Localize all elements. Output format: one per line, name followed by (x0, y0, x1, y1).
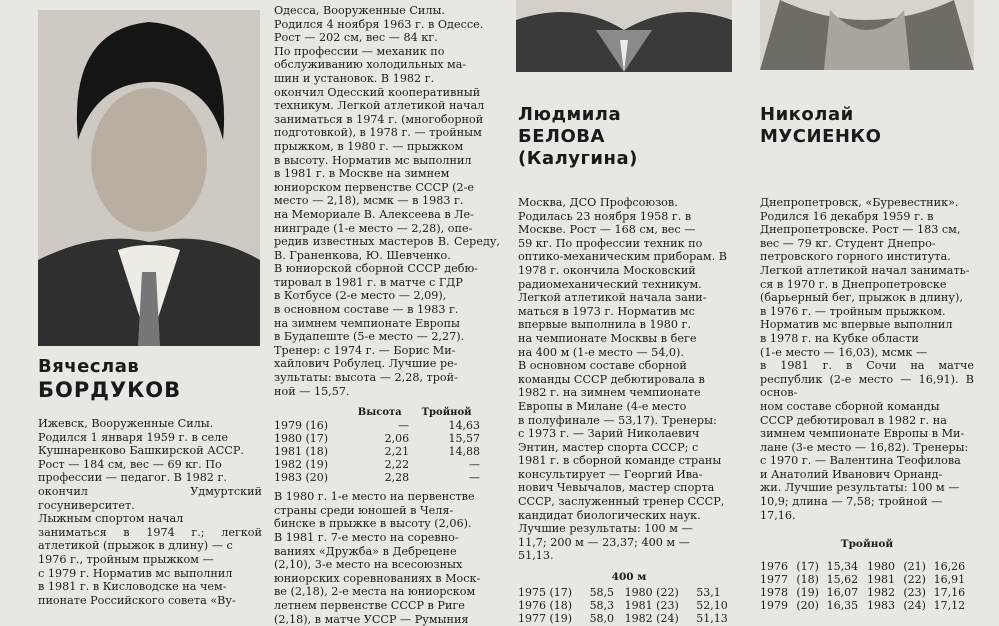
bio-line: на чемпионате Москвы в беге (518, 331, 697, 345)
table-row (274, 471, 484, 484)
portrait-photo-belova (516, 0, 732, 72)
bio-line: По профессии — механик по (274, 44, 445, 58)
table-cell: 51,13 (696, 612, 728, 626)
bio-line: нович Чевычалов, мастер спорта (518, 481, 715, 495)
portrait-photo-musienko (760, 0, 974, 70)
athlete-bio (38, 417, 262, 607)
table-cell: 1980 (22) (624, 586, 679, 600)
bio-line: зультаты: высота — 2,28, трой- (274, 371, 458, 385)
athlete-last-name: БОРДУКОВ (38, 378, 182, 402)
results-table (518, 586, 740, 625)
table-cell: 16,07 (826, 586, 859, 600)
bio-line: ве (2,18), 2-е места на юниорском (274, 585, 476, 599)
table-cell: 1981 (23) (624, 599, 679, 613)
table-header: Высота (357, 407, 402, 419)
bio-line: в Котбусе (2-е место — 2,09), (274, 289, 447, 303)
bio-line: тировал в 1981 г. в матче с ГДР (274, 275, 463, 289)
bio-line: нинграде (1-е место — 2,28), опе- (274, 221, 473, 235)
bio-line: 11,7; 200 м — 23,37; 400 м — (518, 535, 690, 549)
bio-line: редив известных мастеров В. Середу, В. Граненкова, Ю. Шевченко. (274, 235, 500, 262)
results-table (760, 560, 974, 612)
bio-line: Ижевск, Вооруженные Силы. (38, 417, 214, 430)
bio-line: кандидат биологических наук. (518, 508, 701, 522)
athlete-maiden-name: (Калугина) (518, 148, 638, 169)
table-heading: Тройной (840, 538, 894, 551)
bio-line: Тренер: с 1974 г. — Борис Ми- (274, 343, 456, 357)
bio-line: на Мемориале В. Алексеева в Ле- (274, 207, 474, 221)
table-header: Тройной (421, 407, 472, 419)
bio-line: на зимнем чемпионате Европы (274, 316, 460, 330)
table-row (760, 586, 974, 599)
bio-line: жи. Лучшие результаты: 100 м — (760, 481, 960, 495)
table-cell: 16,91 (933, 573, 966, 587)
athlete-last-name: МУСИЕНКО (760, 126, 882, 147)
table-cell: 1975 (17) (518, 586, 573, 600)
bio-line: шин и установок. В 1982 г. (274, 71, 435, 85)
table-cell: 1981 (866, 573, 895, 587)
table-cell: 1983 (20) (274, 471, 329, 485)
athlete-bio (518, 196, 740, 625)
bio-line: В 1981 г. 7-е место на соревно- (274, 531, 459, 544)
table-cell: 58,0 (589, 612, 615, 626)
table-row (760, 560, 974, 573)
bio-line: ной — 15,57. (274, 384, 350, 398)
table-cell: 15,62 (826, 573, 859, 587)
bio-line: В юниорской сборной СССР дебю- (274, 262, 478, 276)
bio-line: 1982 г. на зимнем чемпионате (518, 386, 701, 400)
athlete-last-name: БЕЛОВА (518, 126, 605, 147)
table-cell: — (469, 458, 480, 472)
bio-line: Родилась 23 ноября 1958 г. в (518, 209, 692, 223)
table-cell: 1982 (24) (624, 612, 679, 626)
bio-line: В основном составе сборной (518, 359, 687, 373)
table-cell: (20) (796, 599, 819, 613)
bio-line: окончил Удмуртский госуниверситет. (38, 484, 262, 512)
table-cell: — (398, 419, 410, 433)
bio-line: Европы в Милане (4-е место (518, 399, 687, 413)
bio-line: заниматься в 1974 г.; легкой атлетикой (прыжок в длину) — с (38, 525, 262, 553)
bio-line: Легкой атлетикой начал занимать- (760, 263, 970, 277)
table-cell: 1978 (760, 586, 788, 600)
table-header (274, 406, 350, 419)
bio-line: юниорском первенстве СССР (2-е (274, 180, 474, 194)
table-cell: (22) (903, 573, 926, 587)
table-cell: 1977 (19) (518, 612, 573, 626)
bio-line: Родился 4 ноября 1963 г. в Одессе. (274, 17, 484, 31)
bio-line: Родился 16 декабря 1959 г. в (760, 209, 934, 223)
bio-line: консультирует — Георгий Ива- (518, 467, 703, 481)
bio-line: профессии — педагог. В 1982 г. (38, 471, 227, 485)
bio-line: подготовкой), в 1978 г. — тройным (274, 126, 482, 140)
bio-line: 1978 г. окончила Московский (518, 263, 696, 277)
bio-line: место — 2,18), мсмк — в 1983 г. (274, 194, 464, 208)
athlete-bio (760, 196, 974, 612)
table-cell: 1981 (18) (274, 445, 329, 459)
table-cell: 1982 (866, 586, 895, 600)
bio-line: техникум. Легкой атлетикой начал (274, 99, 485, 113)
bio-line: обслуживанию холодильных ма- (274, 58, 467, 72)
table-cell: (23) (903, 586, 926, 600)
bio-line: СССР, заслуженный тренер СССР, (518, 495, 725, 509)
bio-line: страны среди юношей в Челя- (274, 503, 454, 517)
bio-line: ся в 1970 г. в Днепропетровске (760, 277, 947, 291)
table-cell: (24) (903, 599, 926, 613)
bio-line: с 1970 г. — Валентина Теофилова (760, 454, 961, 468)
athlete-first-name: Вячеслав (38, 356, 140, 377)
bio-line: Лучшие результаты: 100 м — (518, 522, 693, 536)
bio-line: маться в 1973 г. Норматив мс (518, 304, 695, 318)
results-table (274, 406, 484, 484)
bio-line: с 1973 г. — Зарий Николаевич (518, 427, 700, 441)
table-row (518, 599, 740, 612)
table-cell: 58,3 (589, 599, 615, 613)
bio-line: петровского горного института. (760, 250, 951, 264)
bio-line: ном составе сборной команды (760, 399, 940, 413)
athlete-first-name: Людмила (518, 104, 622, 125)
bio-line: Родился 1 января 1959 г. в селе (38, 430, 228, 444)
bio-line: в 1976 г. — тройным прыжком. (760, 304, 946, 318)
table-cell: 17,12 (933, 599, 966, 613)
table-cell: 53,1 (696, 586, 721, 600)
table-cell: 1976 (18) (518, 599, 573, 613)
bio-line: в основном составе — в 1983 г. (274, 303, 459, 317)
bio-line: (барьерный бег, прыжок в длину), (760, 291, 963, 305)
bio-line: пионате Российского совета «Ву- (38, 593, 236, 607)
table-cell: 1983 (866, 599, 895, 613)
bio-line: прыжком, в 1980 г. — прыжком (274, 139, 464, 153)
bio-line: (2,18), в матче УССР — Румыния (274, 612, 469, 626)
portrait-photo-bordukov (38, 10, 260, 346)
athlete-bio-continued (274, 4, 500, 626)
table-row (760, 573, 974, 586)
bio-line: радиомеханический техникум. (518, 277, 702, 291)
bio-line: и Анатолий Иванович Орнанд- (760, 467, 943, 481)
bio-line: 17,16. (760, 508, 796, 522)
bio-line: лане (3-е место — 16,82). Тренеры: (760, 440, 969, 454)
bio-line: хайлович Робулец. Лучшие ре- (274, 357, 458, 371)
bio-line: в высоту. Норматив мс выполнил (274, 153, 472, 167)
table-cell: 52,10 (696, 599, 728, 613)
bio-line: в Будапеште (5-е место — 2,27). (274, 330, 465, 344)
table-row (518, 612, 740, 625)
bio-line: в полуфинале — 53,17). Тренеры: (518, 413, 717, 427)
bio-line: команды СССР дебютировала в (518, 372, 705, 386)
bio-line: на 400 м (1-е место — 54,0). (518, 345, 684, 359)
bio-line: оптико-механическим приборам. В (518, 250, 727, 264)
table-cell: 1980 (17) (274, 432, 329, 446)
table-cell: 2,22 (384, 458, 410, 472)
bio-line: 10,9; длина — 7,58; тройной — (760, 495, 943, 509)
table-cell: (17) (796, 560, 819, 574)
bio-line: 1976 г., тройным прыжком — (38, 552, 214, 566)
table-cell: 1977 (760, 573, 788, 587)
bio-line: (2,10), 3-е место на всесоюзных (274, 558, 463, 572)
bio-line: 59 кг. По профессии техник по (518, 236, 703, 250)
table-cell: 1980 (866, 560, 895, 574)
bio-line: зимнем чемпионате Европы в Ми- (760, 427, 965, 441)
table-heading: 400 м (611, 571, 647, 584)
bio-line: Легкой атлетикой начала зани- (518, 291, 707, 305)
table-row (274, 419, 484, 432)
bio-line: с 1979 г. Норматив мс выполнил (38, 566, 233, 580)
table-cell: 1976 (760, 560, 788, 574)
table-cell: 1979 (16) (274, 419, 329, 433)
bio-line: Кушнаренково Башкирской АССР. (38, 444, 244, 458)
bio-line: бинске в прыжке в высоту (2,06). (274, 517, 472, 531)
athlete-first-name: Николай (760, 104, 854, 125)
table-cell: 14,63 (448, 419, 480, 433)
bio-line: 51,13. (518, 549, 554, 563)
bio-line: окончил Одесский кооперативный (274, 85, 481, 99)
bio-line: в 1978 г. на Кубке области (760, 331, 919, 345)
bio-line: Днепропетровск, «Буревестник». (760, 196, 959, 209)
table-cell: (21) (903, 560, 926, 574)
bio-line: Москве. Рост — 168 см, вес — (518, 223, 696, 237)
table-row (274, 458, 484, 471)
table-cell: 58,5 (589, 586, 615, 600)
table-cell: 16,26 (933, 560, 966, 574)
bio-line: В 1980 г. 1-е место на первенстве (274, 490, 475, 504)
bio-line: в 1981 г. в Москве на зимнем (274, 167, 450, 181)
table-cell: 2,21 (384, 445, 410, 459)
table-header-row (274, 406, 484, 419)
bio-line: заниматься в 1974 г. (многоборной (274, 112, 484, 126)
bio-line: в 1981 г. в Сочи на матче республик (2-е место — 16,91). В основ- (760, 359, 974, 400)
bio-line: вес — 79 кг. Студент Днепро- (760, 236, 936, 250)
bio-line: ваниях «Дружба» в Дебрецене (274, 544, 457, 558)
table-cell: — (469, 471, 480, 485)
bio-line: Лыжным спортом начал (38, 512, 184, 526)
table-cell: 15,34 (826, 560, 859, 574)
bio-line: Москва, ДСО Профсоюзов. (518, 196, 678, 209)
bio-line: Рост — 184 см, вес — 69 кг. По (38, 457, 222, 471)
bio-line: юниорских соревнованиях в Моск- (274, 571, 481, 585)
bio-line: в 1981 г. в Кисловодске на чем- (38, 580, 227, 594)
table-cell: 17,16 (933, 586, 966, 600)
bio-line: летнем первенстве СССР в Риге (274, 598, 465, 612)
bio-line: (1-е место — 16,03), мсмк — (760, 345, 928, 359)
table-cell: 2,28 (384, 471, 410, 485)
table-row (518, 586, 740, 599)
table-cell: 1982 (19) (274, 458, 329, 472)
bio-line: Рост — 202 см, вес — 84 кг. (274, 31, 438, 45)
table-cell: (19) (796, 586, 819, 600)
bio-line: Норматив мс впервые выполнил (760, 318, 953, 332)
table-row (274, 445, 484, 458)
table-cell: 1979 (760, 599, 788, 613)
table-cell: 2,06 (384, 432, 410, 446)
bio-line: Энтин, мастер спорта СССР; с (518, 440, 699, 454)
bio-line: СССР дебютировал в 1982 г. на (760, 413, 947, 427)
table-row (760, 599, 974, 612)
bio-line: Одесса, Вооруженные Силы. (274, 4, 445, 17)
table-row (274, 432, 484, 445)
table-cell: 15,57 (448, 432, 480, 446)
table-cell: 16,35 (826, 599, 859, 613)
bio-line: 1981 г. в сборной команде страны (518, 454, 722, 468)
table-cell: (18) (796, 573, 819, 587)
bio-line: впервые выполнила в 1980 г. (518, 318, 691, 332)
table-cell: 14,88 (448, 445, 480, 459)
bio-line: Днепропетровске. Рост — 183 см, (760, 223, 961, 237)
